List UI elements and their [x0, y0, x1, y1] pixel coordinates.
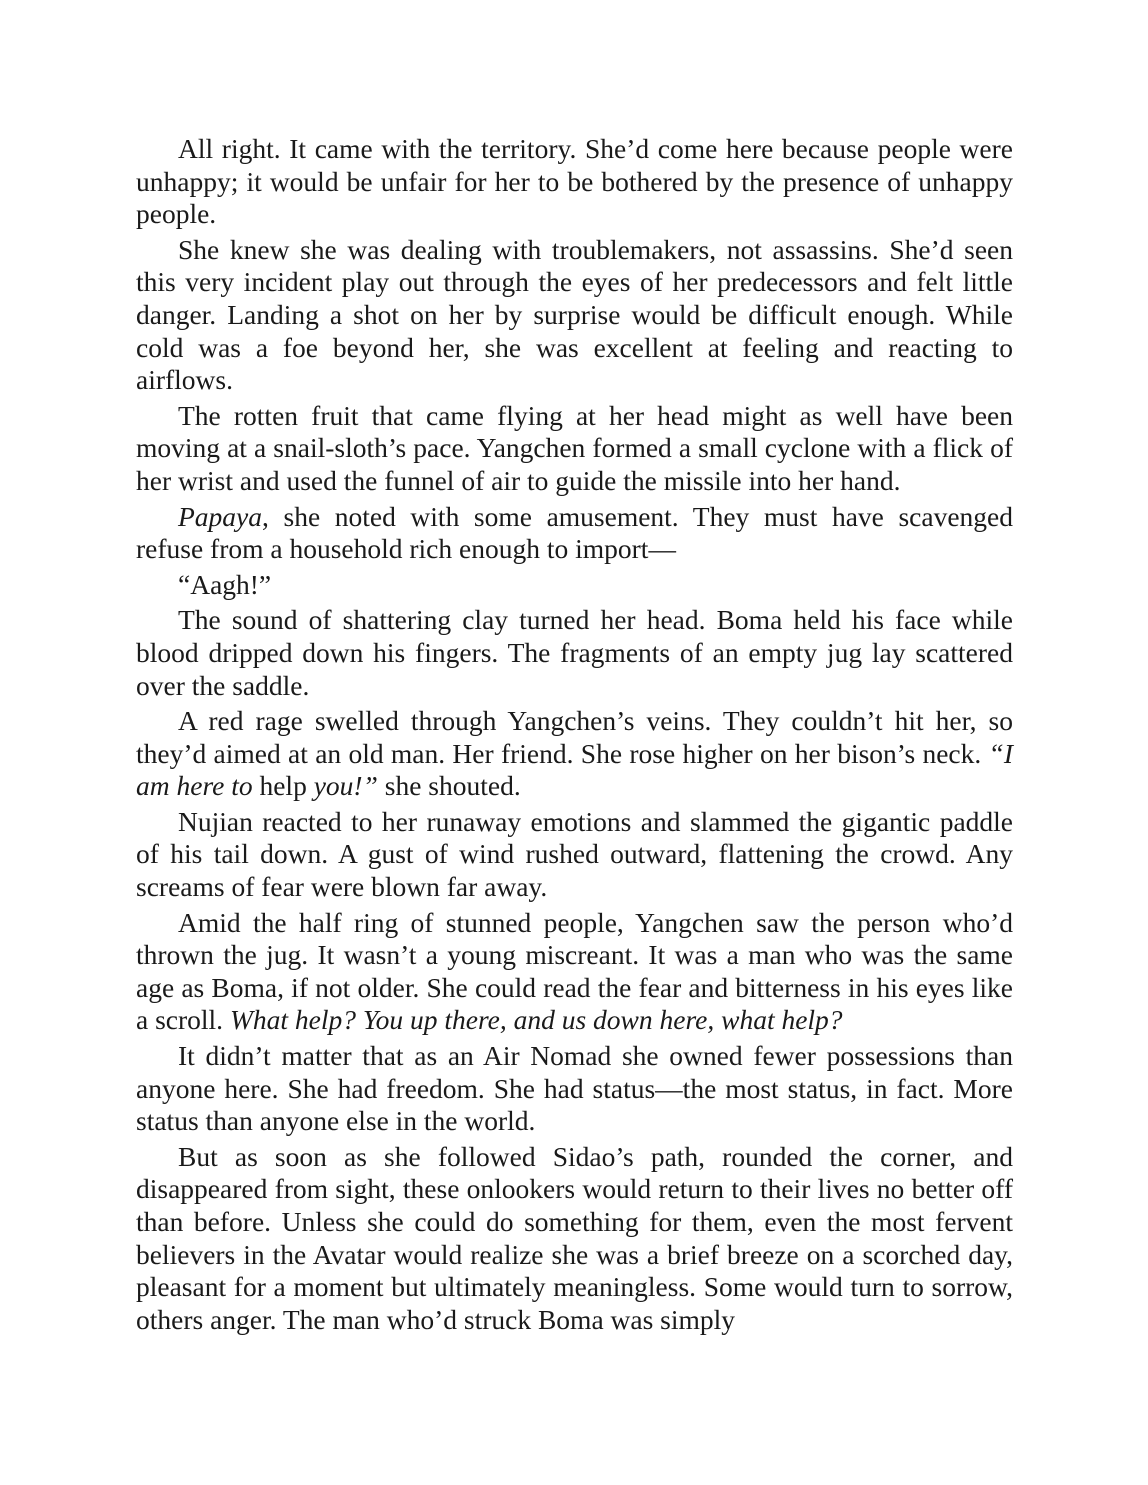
paragraph-text: All right. It came with the territory. She’d come here because people were unhappy; it would be unfair for her to be bothered by the presence of unhappy people.	[136, 133, 1013, 230]
paragraph-text: It didn’t matter that as an Air Nomad she owned fewer possessions than anyone here. She had freedom. She had status—the most status, in fact. More status than anyone else in the world.	[136, 1040, 1013, 1137]
paragraph-6	[136, 604, 1013, 702]
paragraph-text: Amid the half ring of stunned people, Yangchen saw the person who’d thrown the jug. It wasn’t a young miscreant. It was a man who was the same age as Boma, if not older. She could read the fear and bitterness in his eyes like a scroll.	[136, 906, 1013, 1036]
paragraph-text: A red rage swelled through Yangchen’s veins. They couldn’t hit her, so they’d aimed at an old man. Her friend. She rose higher on her bison’s neck.	[136, 705, 1013, 769]
paragraph-text: The sound of shattering clay turned her head. Boma held his face while blood dripped down his fingers. The fragments of an empty jug lay scattered over the saddle.	[136, 604, 1013, 701]
paragraph-4	[136, 501, 1013, 566]
paragraph-text: she shouted.	[377, 770, 521, 802]
paragraph-3	[136, 400, 1013, 498]
italic-text: What help? You up there, and us down here, what help?	[229, 1004, 843, 1036]
paragraph-text: “Aagh!”	[178, 568, 272, 600]
italic-text: you!”	[306, 770, 378, 802]
paragraph-text: She knew she was dealing with troublemakers, not assassins. She’d seen this very incident play out through the eyes of her predecessors and felt little danger. Landing a shot on her by surprise would be difficult enough. While cold was a foe beyond her, she was excellent at feeling and reacting to airflows.	[136, 233, 1013, 396]
book-page	[136, 133, 1013, 1339]
paragraph-text: help	[259, 770, 307, 802]
paragraph-10	[136, 1040, 1013, 1138]
paragraph-text: , she noted with some amusement. They must have scavenged refuse from a household rich enough to import—	[136, 500, 1013, 565]
paragraph-1	[136, 133, 1013, 231]
paragraph-2	[136, 234, 1013, 397]
paragraph-text: The rotten fruit that came flying at her head might as well have been moving at a snail-sloth’s pace. Yangchen formed a small cyclone with a flick of her wrist and used the funnel of air to guide the missile into her hand.	[136, 399, 1013, 496]
italic-text: Papaya	[178, 500, 263, 532]
paragraph-7	[136, 705, 1013, 803]
paragraph-text: Nujian reacted to her runaway emotions and slammed the gigantic paddle of his tail down. A gust of wind rushed outward, flattening the crowd. Any screams of fear were blown far away.	[136, 805, 1013, 903]
paragraph-11	[136, 1141, 1013, 1337]
paragraph-5	[136, 569, 1013, 602]
italic-text: “I am here to	[136, 737, 1013, 802]
paragraph-text: But as soon as she followed Sidao’s path, rounded the corner, and disappeared from sight, these onlookers would return to their lives no better off than before. Unless she could do something for them, even the most fervent believers in the Avatar would realize she was a brief breeze on a scorched day, pleasant for a moment but ultimately meaningless. Some would turn to sorrow, others anger. The man who’d struck Boma was simply	[136, 1140, 1013, 1335]
paragraph-8	[136, 806, 1013, 904]
paragraph-9	[136, 907, 1013, 1037]
